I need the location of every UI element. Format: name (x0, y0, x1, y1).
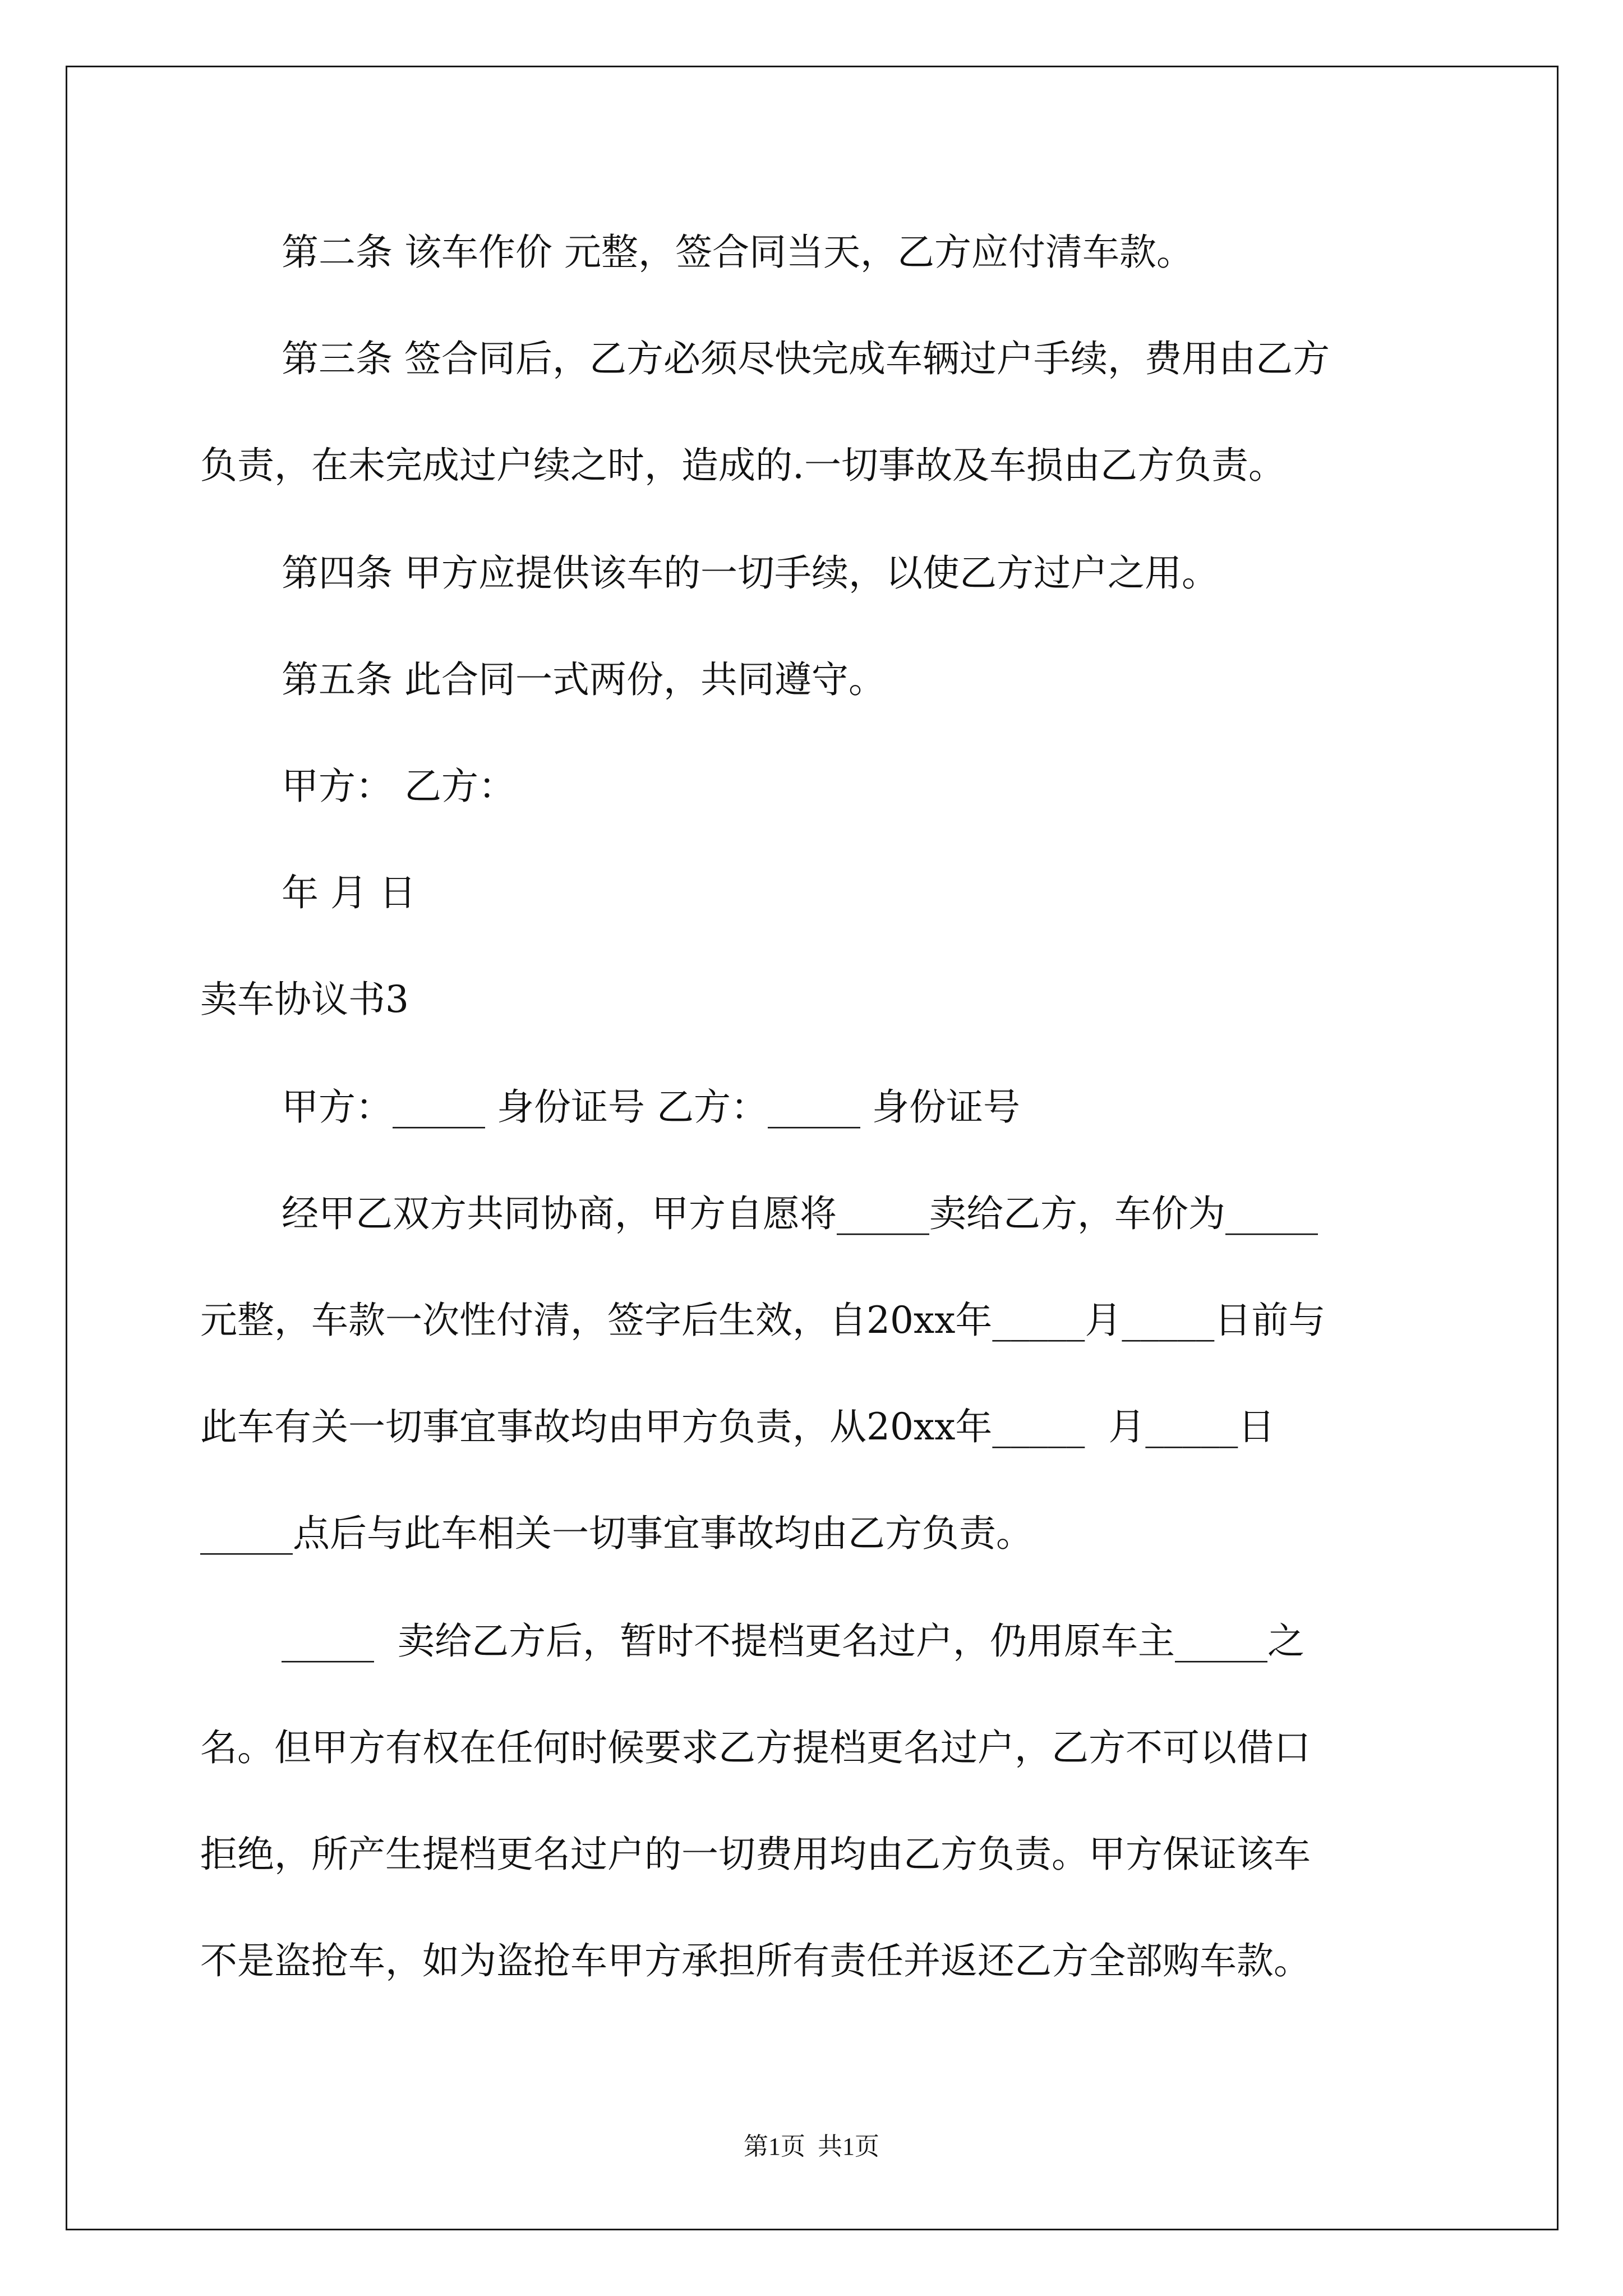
paragraph-1-line-3: 此车有关一切事宜事故均由甲方负责，从20xx年_____ 月_____日 (200, 1405, 1275, 1448)
parties-signature-line: 甲方： 乙方： (282, 765, 515, 808)
date-line: 年 月 日 (282, 871, 416, 914)
article-3-line-1: 第三条 签合同后，乙方必须尽快完成车辆过户手续，费用由乙方 (282, 337, 1330, 380)
page-border (66, 66, 1559, 2230)
paragraph-2-line-2: 名。但甲方有权在任何时候要求乙方提档更名过户，乙方不可以借口 (200, 1726, 1311, 1769)
paragraph-1-line-1: 经甲乙双方共同协商，甲方自愿将_____卖给乙方，车价为_____ (282, 1192, 1318, 1235)
paragraph-2-line-3: 拒绝，所产生提档更名过户的一切费用均由乙方负责。甲方保证该车 (200, 1833, 1311, 1876)
paragraph-1-line-4: _____点后与此车相关一切事宜事故均由乙方负责。 (200, 1512, 1033, 1555)
section-title: 卖车协议书3 (200, 978, 409, 1021)
page-number-footer: 第1页 共1页 (744, 2133, 879, 2160)
paragraph-2-line-1: _____ 卖给乙方后，暂时不提档更名过户，仍用原车主_____之 (282, 1619, 1304, 1663)
article-5: 第五条 此合同一式两份，共同遵守。 (282, 658, 886, 701)
article-3-line-2: 负责，在未完成过户续之时，造成的.一切事故及车损由乙方负责。 (200, 444, 1285, 487)
parties-id-line: 甲方：_____ 身份证号 乙方：_____ 身份证号 (282, 1085, 1020, 1129)
article-2: 第二条 该车作价 元整，签合同当天，乙方应付清车款。 (282, 231, 1193, 274)
paragraph-2-line-4: 不是盗抢车，如为盗抢车甲方承担所有责任并返还乙方全部购车款。 (200, 1939, 1311, 1982)
paragraph-1-line-2: 元整，车款一次性付清，签字后生效，自20xx年_____月_____日前与 (200, 1299, 1326, 1342)
article-4: 第四条 甲方应提供该车的一切手续，以使乙方过户之用。 (282, 551, 1219, 595)
